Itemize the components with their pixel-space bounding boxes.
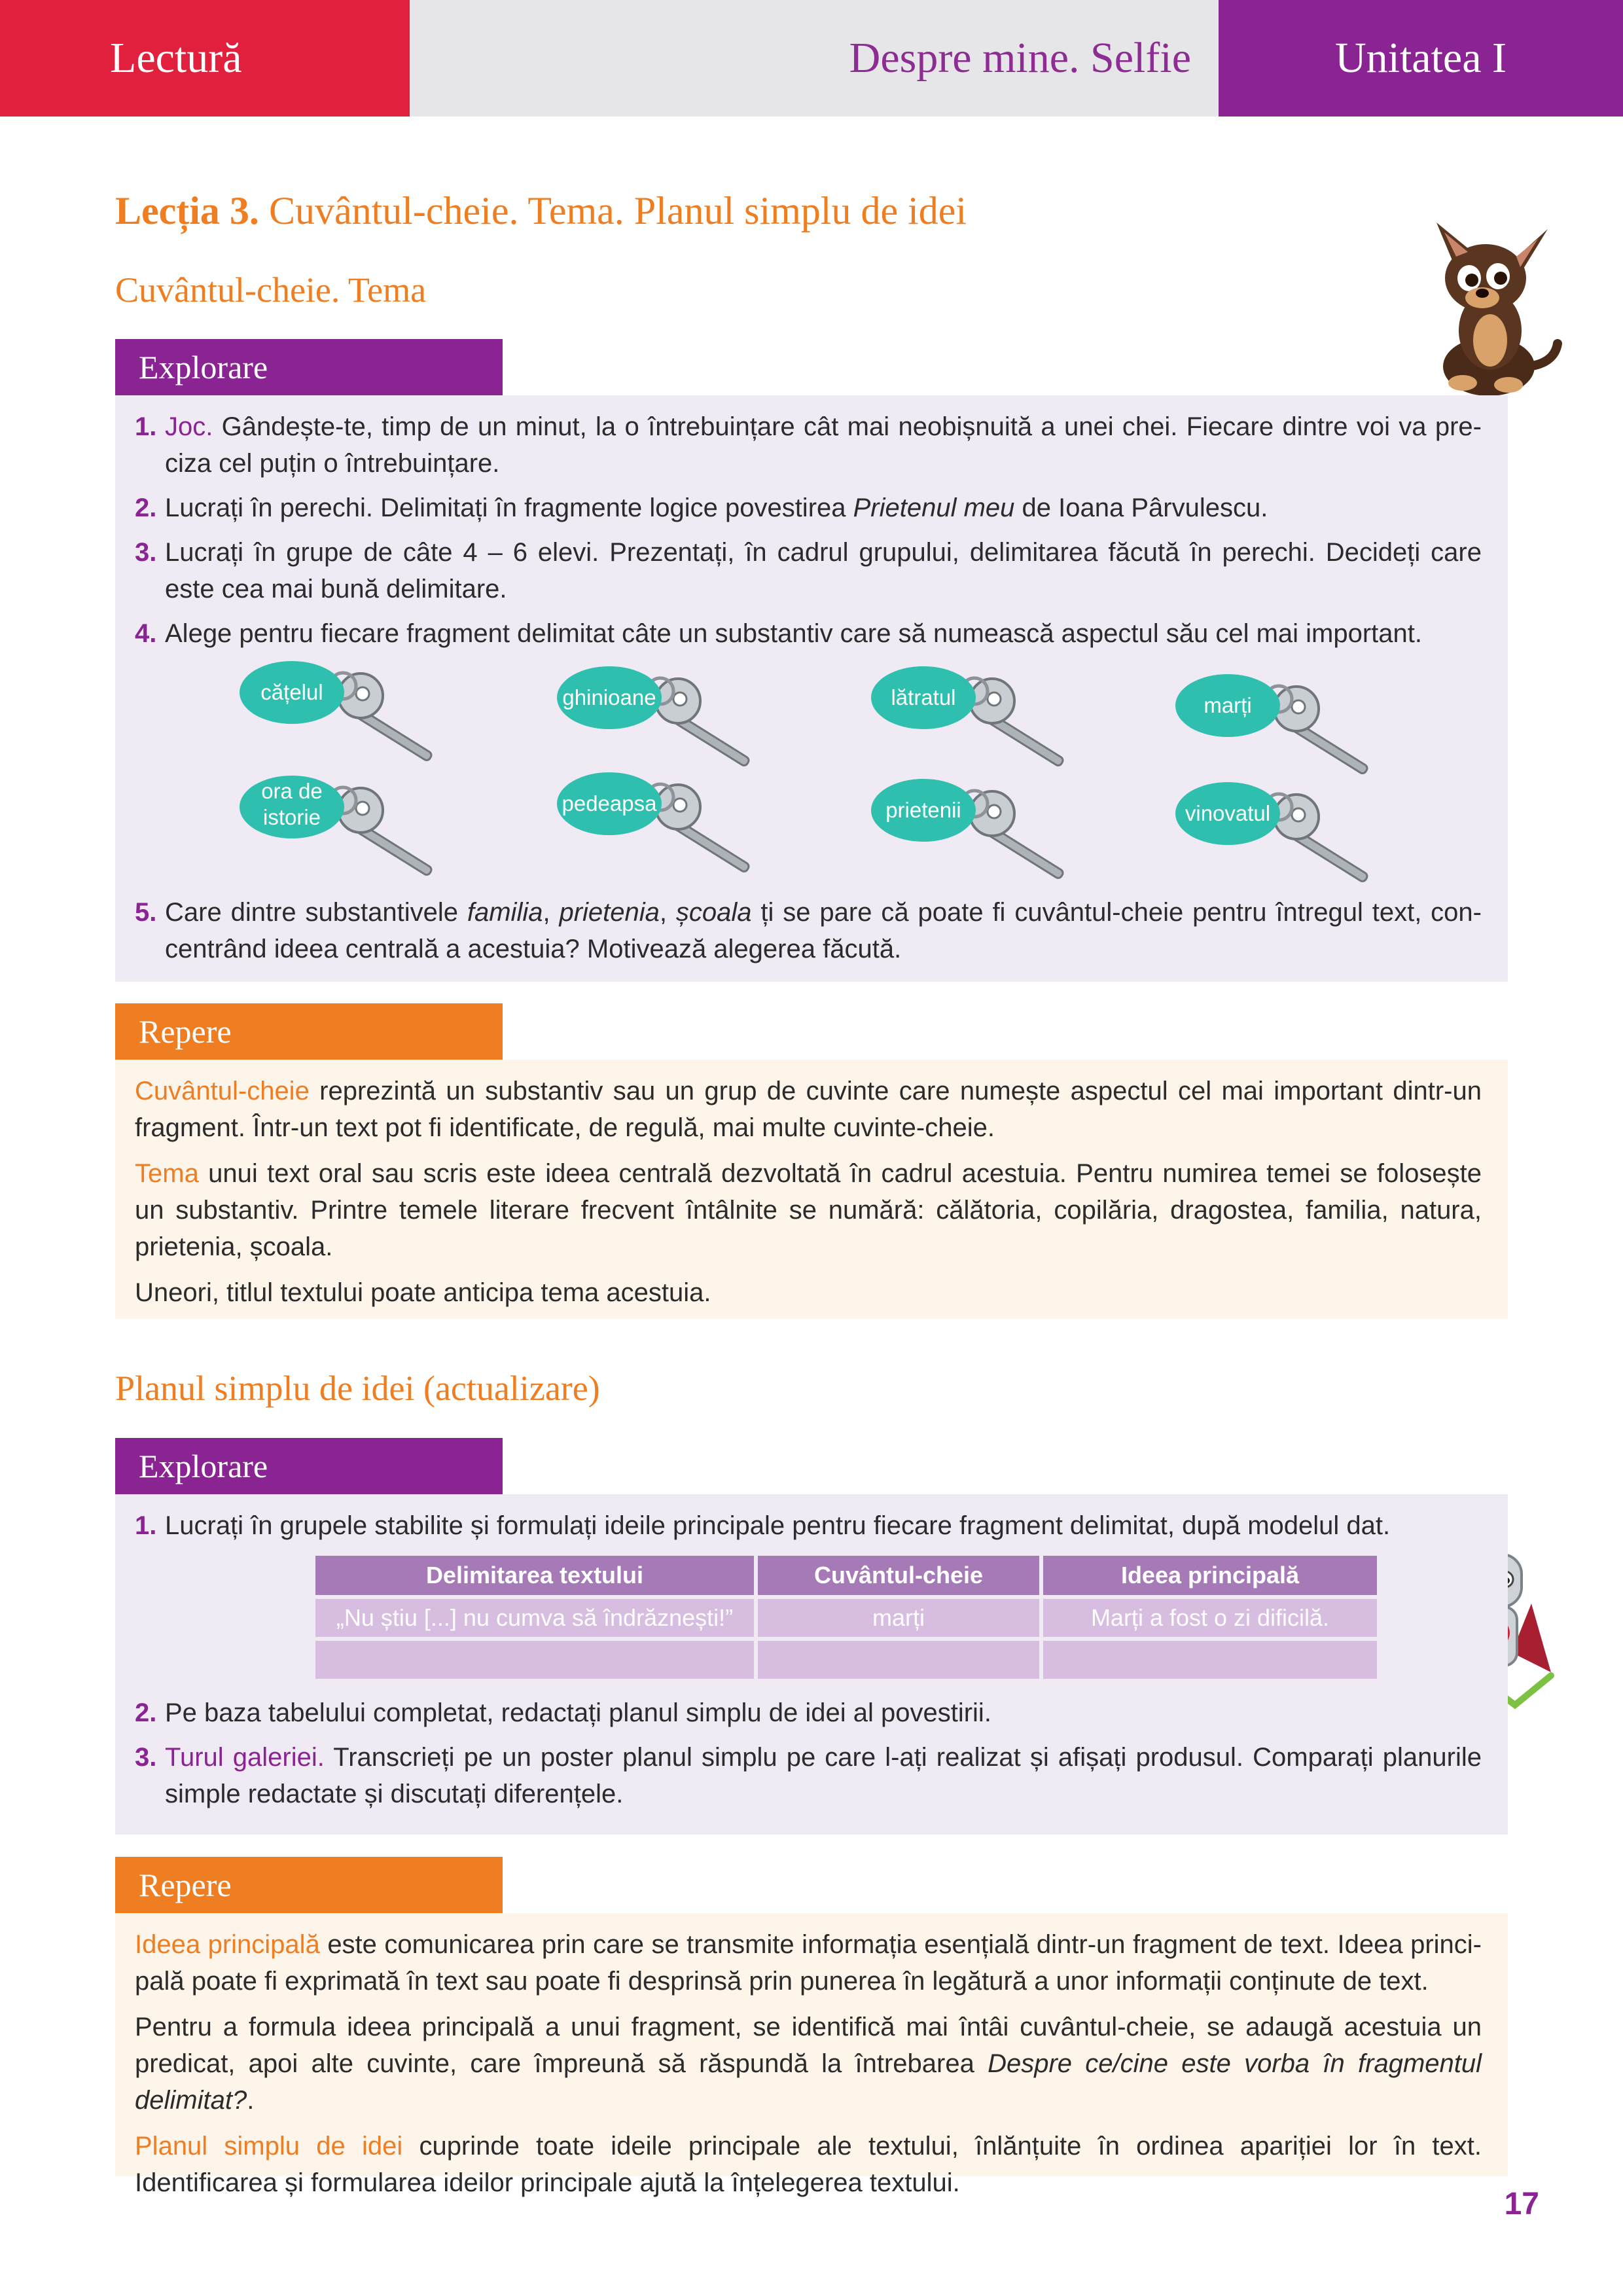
table-header-row [315, 1556, 1377, 1595]
table-cell: „Nu știu [...] nu cumva să îndrăznești!” [315, 1599, 754, 1637]
header-lectura: Lectură [0, 0, 410, 117]
method-text-end: . [247, 2086, 255, 2115]
exercise-text-end: ți se pare că poate fi cuvântul-cheie pentru întregul text, concentrând ideea centrală a acestuia? Motivează alegerea făcută. [165, 898, 1482, 963]
explore-panel-2 [115, 1494, 1508, 1835]
key-tag [871, 665, 1094, 770]
key-icon [871, 778, 1094, 882]
noun-option: școala [675, 898, 752, 927]
separator: , [543, 898, 560, 927]
exercise-lead: Turul galeriei. [165, 1743, 325, 1772]
note-title: Uneori, titlul textului poate anticipa tema acestuia. [135, 1278, 711, 1307]
exercise-text: Pe baza tabelului completat, redactați planul simplu de idei al povestirii. [165, 1698, 991, 1727]
key-tag [240, 774, 462, 879]
key-tag [557, 665, 779, 770]
repere-panel-1 [115, 1060, 1508, 1319]
key-icon [871, 665, 1094, 770]
key-tag [557, 771, 779, 876]
table-row [315, 1641, 1377, 1679]
exercise-text: Lucrați în grupele stabilite și formulați ideile principale pentru fiecare fragment delimitat, după modelul dat. [165, 1511, 1391, 1540]
repere-tab-2: Repere [115, 1857, 503, 1913]
key-icon [1175, 673, 1398, 778]
keyword-keys [135, 660, 1482, 882]
method-main-idea [135, 2009, 1482, 2119]
noun-option: prietenia [559, 898, 660, 927]
key-label: ghinioane [562, 685, 656, 709]
section-title-plan: Planul simplu de idei (actualizare) [115, 1369, 600, 1408]
exercise-text: Lucrați în perechi. Delimitați în fragmente logice povestirea [165, 493, 853, 522]
definition-text: este comunicarea prin care se transmite informația esențială dintr-un fragment de text. Ideea principală poate fi exprimată în text sau poate fi desprinsă prin punerea în legătură a unor informații conținute de text. [135, 1930, 1482, 1996]
key-label: cățelul [260, 680, 323, 704]
key-icon [557, 665, 779, 770]
key-tag [1175, 781, 1398, 886]
definition-text: unui text oral sau scris este ideea centrală dezvoltată în cadrul acestuia. Pentru numirea temei se folosește un substantiv. Printre temele literare frecvent întâlnite se numără: călătoria, copilăria, dragostea, familia, natura, prietenia, școala. [135, 1159, 1482, 1261]
separator: , [659, 898, 676, 927]
key-tag [871, 778, 1094, 882]
table-cell-empty [1043, 1641, 1377, 1679]
exercise-text-end: de Ioana Pârvulescu. [1014, 493, 1268, 522]
table-cell-empty [758, 1641, 1039, 1679]
exercise-number: 3. [135, 1743, 157, 1772]
key-label: pedeapsa [562, 791, 657, 816]
explore-tab-2: Explorare [115, 1438, 503, 1494]
exercise-number: 3. [135, 538, 157, 567]
key-label: lătratul [891, 685, 956, 709]
repere-panel-2 [115, 1913, 1508, 2197]
exercise-3 [135, 1739, 1482, 1812]
exercise-text: Transcrieți pe un poster planul simplu pe care l-ați realizat și afișați produsul. Comparați planurile simple redactate și discutați diferențele. [165, 1743, 1482, 1808]
lesson-label: Lecția 3. [115, 189, 259, 232]
exercise-number: 1. [135, 1511, 157, 1540]
column-header: Ideea principală [1043, 1556, 1377, 1595]
key-label: ora de istorie [261, 779, 323, 829]
exercise-number: 2. [135, 493, 157, 522]
exercise-1 [135, 1507, 1482, 1544]
table-cell-empty [315, 1641, 754, 1679]
header-unit-title: Despre mine. Selfie [410, 0, 1219, 117]
exercise-text: Lucrați în grupe de câte 4 – 6 elevi. Prezentați, în cadrul grupului, delimitarea făcută în perechi. Decideți care este cea mai bună delimitare. [165, 538, 1482, 603]
exercise-3 [135, 534, 1482, 607]
exercise-number: 4. [135, 619, 157, 648]
exercise-number: 2. [135, 1698, 157, 1727]
column-header: Delimitarea textului [315, 1556, 754, 1595]
table-cell: Marți a fost o zi dificilă. [1043, 1599, 1377, 1637]
key-label: vinovatul [1185, 801, 1271, 825]
definition-theme [135, 1155, 1482, 1265]
column-header: Cuvântul-cheie [758, 1556, 1039, 1595]
exercise-text: Gândește-te, timp de un minut, la o întrebuințare cât mai neobișnuită a unei chei. Fiecare dintre voi va preciza cel puțin o întrebuințare. [165, 412, 1482, 478]
definition-keyword [135, 1073, 1482, 1146]
exercise-4 [135, 615, 1482, 652]
method-text: Pentru a formula ideea principală a unui fragment, se identifică mai întâi cuvântul-cheie, se adaugă acestuia un predicat, apoi alte cuvinte, care împreună să răspundă la întrebarea [135, 2013, 1482, 2078]
key-tag [240, 660, 462, 764]
section-title-keyword: Cuvântul-cheie. Tema [115, 270, 427, 310]
key-label: prietenii [885, 798, 961, 822]
exercise-text: Alege pentru fiecare fragment delimitat câte un substantiv care să numească aspectul său cel mai important. [165, 619, 1422, 648]
definition-text: cuprinde toate ideile principale ale textului, înlănțuite în ordinea apariției lor în text. Identificarea și formularea ideilor principale ajută la înțelegerea textului. [135, 2132, 1482, 2197]
exercise-text: Care dintre substantivele [165, 898, 467, 927]
guiding-question: Despre ce/cine este vorba în fragmentul delimitat? [135, 2049, 1482, 2115]
page-number: 17 [1504, 2187, 1539, 2221]
explore-tab-1: Explorare [115, 339, 503, 395]
key-label: marți [1204, 693, 1252, 717]
exercise-number: 1. [135, 412, 157, 441]
key-tag [1175, 673, 1398, 778]
lesson-title-text: Cuvântul-cheie. Tema. Planul simplu de idei [259, 189, 967, 232]
term: Planul simplu de idei [135, 2132, 403, 2161]
definition-main-idea [135, 1926, 1482, 2000]
definition-text: reprezintă un substantiv sau un grup de cuvinte care numește aspectul cel mai important dintr-un fragment. Într-un text pot fi identificate, de regulă, mai multe cuvinte-cheie. [135, 1077, 1482, 1142]
explore-panel-1 [115, 395, 1508, 982]
key-icon [1175, 781, 1398, 886]
ideas-table [312, 1552, 1381, 1683]
term: Cuvântul-cheie [135, 1077, 310, 1105]
exercise-lead: Joc. [165, 412, 213, 441]
exercise-5 [135, 894, 1482, 967]
lesson-title [115, 188, 967, 234]
definition-plan [135, 2128, 1482, 2201]
term: Ideea principală [135, 1930, 320, 1959]
repere-tab-1: Repere [115, 1003, 503, 1060]
key-icon [240, 660, 462, 764]
table-row [315, 1599, 1377, 1637]
exercise-2 [135, 490, 1482, 526]
table-cell: marți [758, 1599, 1039, 1637]
exercise-2 [135, 1695, 1482, 1731]
key-icon [557, 771, 779, 876]
noun-option: familia [467, 898, 543, 927]
exercise-1 [135, 408, 1482, 482]
book-title: Prietenul meu [853, 493, 1015, 522]
term: Tema [135, 1159, 199, 1188]
exercise-number: 5. [135, 898, 157, 927]
dog-illustration [1417, 216, 1567, 399]
header-unit-number: Unitatea I [1219, 0, 1623, 117]
